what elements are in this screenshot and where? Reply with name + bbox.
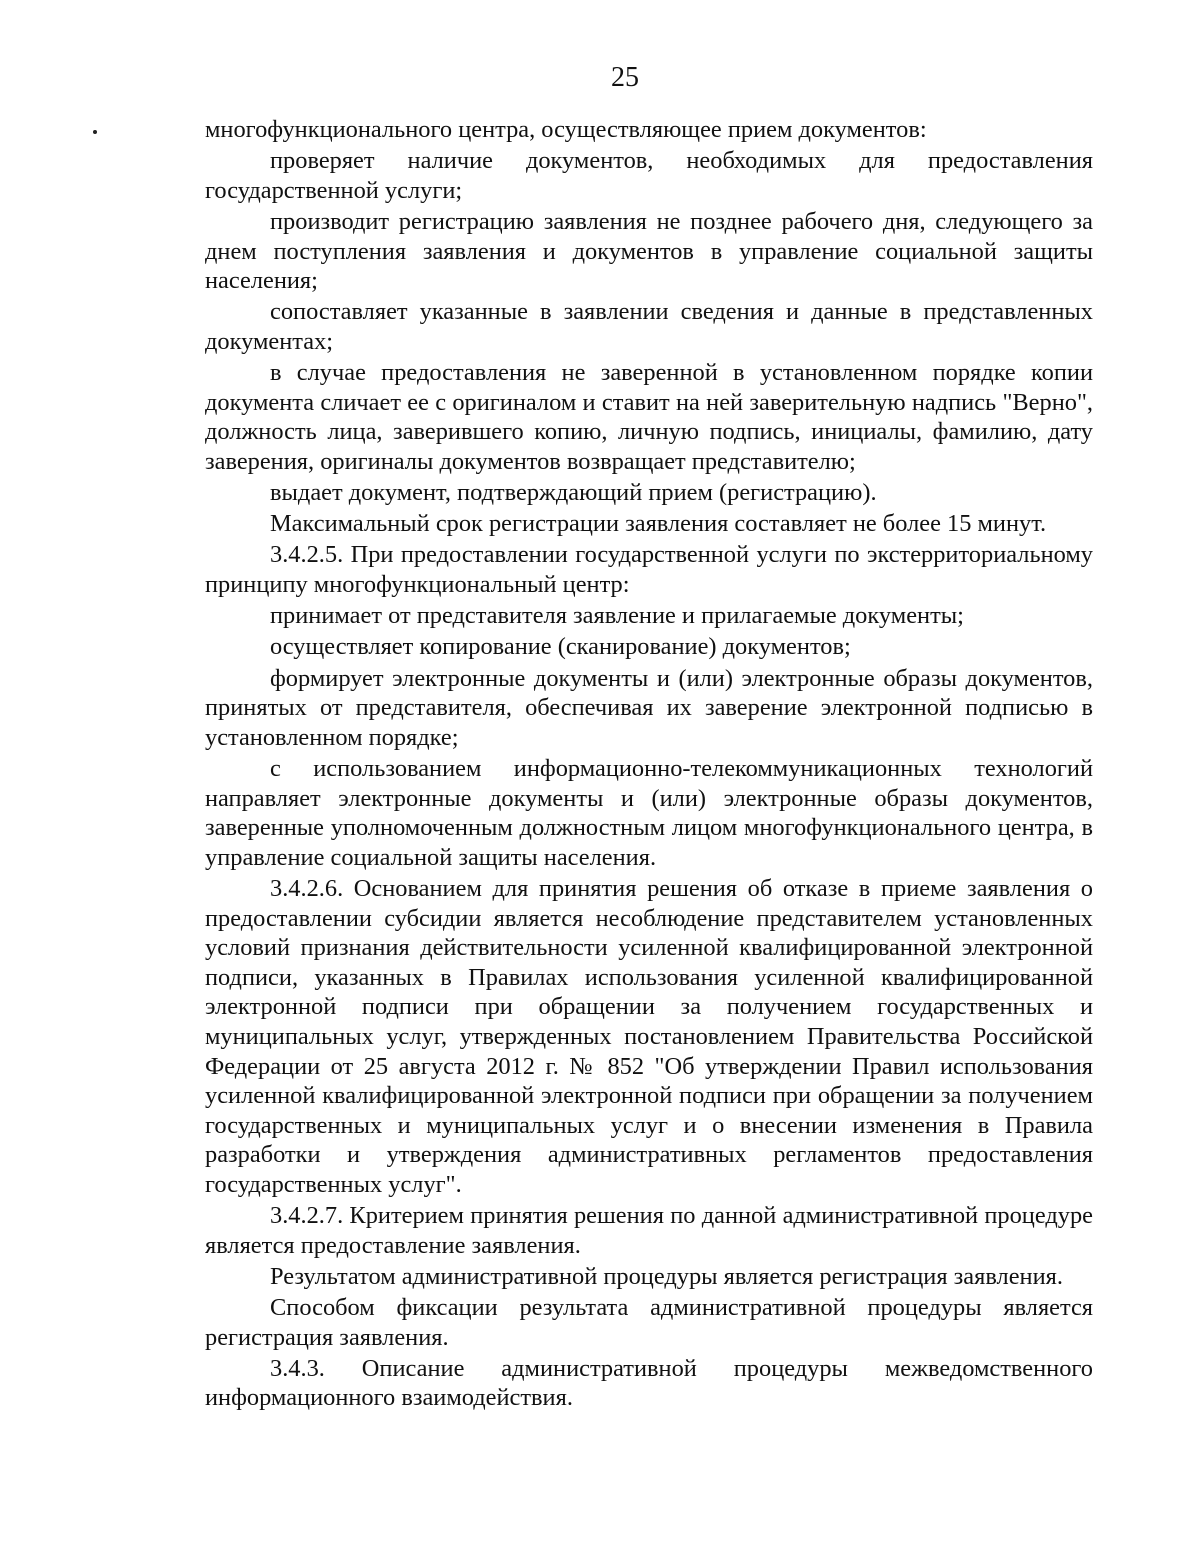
- paragraph: формирует электронные документы и (или) электронные образы документов, принятых от представителя, обеспечивая их заверение электронной подписью в установленном порядке;: [205, 664, 1093, 751]
- document-body: [205, 115, 1093, 1413]
- paragraph: в случае предоставления не заверенной в установленном порядке копии документа сличает ее с оригиналом и ставит на ней заверительную надпись "Верно", должность лица, заверившего копию, личную подпись, инициалы, фамилию, дату заверения, оригиналы документов возвращает представителю;: [205, 359, 1093, 475]
- paragraph: 3.4.2.5. При предоставлении государственной услуги по экстерриториальному принципу многофункциональный центр:: [205, 541, 1093, 599]
- paragraph: Результатом административной процедуры является регистрация заявления.: [270, 1262, 1063, 1290]
- paragraph: 3.4.3. Описание административной процедуры межведомственного информационного взаимодействия.: [205, 1354, 1093, 1412]
- paragraph: 3.4.2.6. Основанием для принятия решения об отказе в приеме заявления о предоставлении субсидии является несоблюдение представителем установленных условий признания действительности усиленной квалифицированной электронной подписи, указанных в Правилах использования усиленной квалифицированной электронной подписи при обращении за получением государственных и муниципальных услуг, утвержденных постановлением Правительства Российской Федерации от 25 августа 2012 г. № 852 "Об утверждении Правил использования усиленной квалифицированной электронной подписи при обращении за получением государственных и муниципальных услуг и о внесении изменения в Правила разработки и утверждения административных регламентов предоставления государственных услуг".: [205, 874, 1093, 1198]
- paragraph: Максимальный срок регистрации заявления составляет не более 15 минут.: [270, 510, 1047, 538]
- paragraph: проверяет наличие документов, необходимых для предоставления государственной услуги;: [205, 147, 1093, 204]
- page-number: 25: [611, 62, 639, 93]
- paragraph: многофункционального центра, осуществляющее прием документов:: [205, 116, 927, 143]
- paragraph: производит регистрацию заявления не позднее рабочего дня, следующего за днем поступления заявления и документов в управление социальной защиты населения;: [205, 207, 1093, 295]
- paragraph: сопоставляет указанные в заявлении сведения и данные в представленных документах;: [205, 298, 1093, 355]
- paragraph: 3.4.2.7. Критерием принятия решения по данной административной процедуре является предоставление заявления.: [205, 1202, 1093, 1259]
- paragraph: выдает документ, подтверждающий прием (регистрацию).: [270, 479, 877, 507]
- paragraph: с использованием информационно-телекоммуникационных технологий направляет электронные документы и (или) электронные образы документов, заверенные уполномоченным должностным лицом многофункционального центра, в управление социальной защиты населения.: [205, 755, 1093, 871]
- paragraph: осуществляет копирование (сканирование) документов;: [270, 633, 851, 661]
- paragraph: принимает от представителя заявление и прилагаемые документы;: [270, 602, 964, 630]
- paragraph: Способом фиксации результата административной процедуры является регистрация заявления.: [205, 1294, 1093, 1351]
- scan-speck: [93, 130, 97, 134]
